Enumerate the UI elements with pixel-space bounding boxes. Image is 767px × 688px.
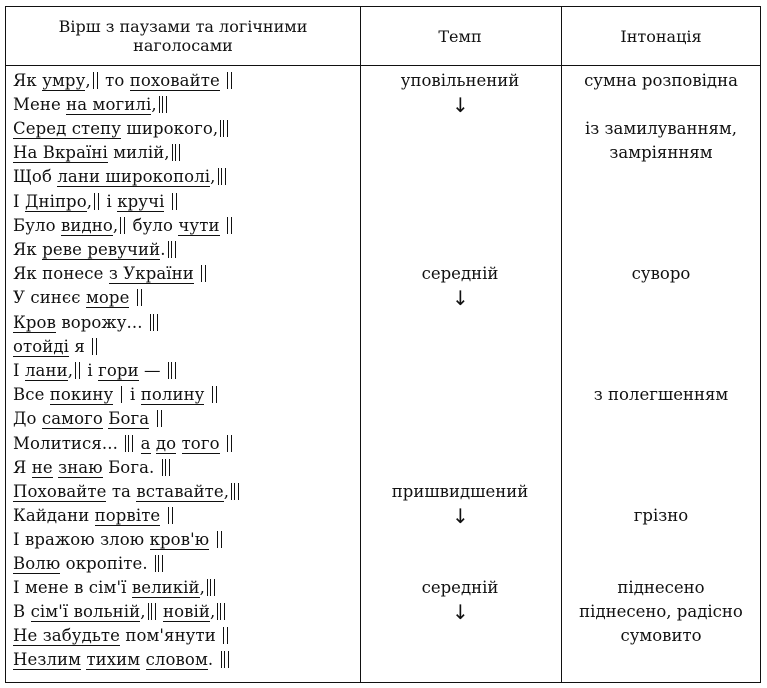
stressed-word: гори [98,361,139,381]
stressed-word: вставайте [136,481,224,501]
stressed-word: На Вкраїні [13,143,108,163]
pause-mark [217,531,222,548]
verse-text [220,216,225,235]
verse-text [129,288,134,307]
verse-text [149,409,154,428]
stressed-word: кров'ю [149,529,210,549]
pause-mark [172,144,180,161]
header-intonation: Інтонація [620,26,702,46]
verse-line [13,191,179,213]
verse-line [13,239,178,261]
verse-text: і [82,361,99,381]
stressed-word: великій [131,578,200,598]
verse-line [13,481,241,503]
verse-line [13,384,219,406]
tempo-label: середній [421,263,499,283]
verse-line [13,649,231,671]
verse-line [13,408,164,430]
stressed-word: Не забудьте [13,626,121,646]
pause-mark [150,314,158,331]
stressed-word: Бога [108,409,150,429]
stressed-word: видно [61,215,113,235]
verse-line [13,457,172,479]
stressed-word: кручі [117,191,165,211]
verse-text [220,71,225,90]
pause-mark [137,289,142,306]
intonation-label: із замилуванням, [585,119,737,139]
verse-text: , [112,215,119,235]
arrow-down-icon: ↓ [452,93,469,118]
stressed-word: умру [42,71,86,90]
arrow-down-icon: ↓ [452,503,469,528]
verse-text: Як [13,239,43,259]
verse-text: і [101,191,118,211]
verse-text: , [86,191,93,211]
stressed-word: до [155,433,177,453]
header-verse-line2: наголосами [133,36,233,55]
pause-mark [217,603,225,620]
pause-mark [223,627,228,644]
verse-text [140,650,145,669]
pause-mark [212,386,217,403]
pause-mark [221,651,229,668]
verse-text [209,530,214,549]
verse-text: Молитися... [13,433,124,453]
stressed-word: лани широкополі [57,167,211,187]
verse-line [13,287,144,309]
verse-text: У синєє [13,287,86,307]
verse-text: , [209,602,216,622]
pause-mark [92,338,97,355]
stressed-word: Поховайте [13,481,107,501]
verse-text: та [106,481,137,501]
stressed-word: Незлим [13,650,82,670]
verse-line [13,625,230,647]
stressed-word: лани [24,361,68,381]
verse-text: І [13,361,25,381]
verse-text: пом'янути [120,626,222,646]
pause-mark [155,555,163,572]
tempo-label: уповільнений [400,71,520,90]
stressed-word: не [31,457,53,477]
stressed-word: море [85,287,130,307]
stressed-word: порвіте [94,505,161,525]
verse-text: Щоб [13,167,58,187]
verse-text [160,506,165,525]
pause-mark [218,168,226,185]
verse-line [13,577,217,599]
pause-mark [207,579,215,596]
verse-text: було [127,215,179,235]
pause-mark [125,435,133,452]
stressed-word: чути [178,215,220,235]
verse-text [220,434,225,453]
verse-text [176,434,181,453]
verse-text: І мене в сім'ї [13,578,132,598]
verse-text: , [85,71,91,90]
pause-mark [168,507,173,524]
stressed-word: на могилі [66,95,152,115]
verse-text: ворожу... [55,313,148,332]
verse-line [13,94,169,116]
arrow-down-icon: ↓ [452,600,469,625]
stressed-word: Кров [13,313,56,332]
verse-line [13,215,234,237]
verse-text: широкого, [121,119,219,139]
stressed-word: знаю [58,457,103,477]
stressed-word: а [140,433,151,453]
stressed-word: реве ревучий [42,239,161,259]
stressed-word: з України [108,263,194,283]
pause-mark [120,217,125,234]
arrow-down-icon: ↓ [452,285,469,310]
verse-line [13,118,230,140]
pause-mark [93,72,98,89]
intonation-label: суворо [631,263,691,283]
verse-text: В [13,602,31,622]
verse-line [13,263,208,285]
verse-text [135,434,140,453]
verse-text: І [13,191,25,211]
stressed-word: полину [140,385,205,405]
verse-text: , [199,578,206,598]
pause-mark [220,120,228,137]
header-verse-line1: Вірш з паузами та логічними [58,17,308,36]
verse-text: Як [13,71,43,90]
pause-mark [159,96,167,113]
pause-mark [227,435,232,452]
header-tempo: Темп [438,26,482,46]
stressed-word: сім'ї вольній [30,602,141,622]
stressed-word: новій [162,602,210,622]
pause-mark [168,362,176,379]
header-verse [6,7,360,65]
verse-text: милій, [107,143,170,163]
verse-text: Все [13,385,50,405]
stressed-word: поховайте [129,71,220,90]
stressed-word: того [181,433,220,453]
pause-mark [168,241,176,258]
tempo-label: пришвидшений [391,481,529,501]
pause-mark [157,410,162,427]
verse-text: , [67,361,74,381]
verse-line [13,433,234,455]
stressed-word: Серед степу [13,119,122,139]
stressed-word: покину [49,385,114,405]
verse-text: Кайдани [13,505,95,525]
pause-mark [227,72,232,89]
verse-line [13,505,175,527]
verse-analysis-table [5,6,761,683]
pause-mark [162,459,170,476]
pause-mark [231,483,239,500]
verse-line [13,312,160,334]
verse-text: . [207,650,219,670]
verse-text: До [13,409,42,429]
verse-text: окропіте. [60,554,154,573]
verse-line [13,166,228,188]
pause-mark [201,265,206,282]
pause-mark [227,217,232,234]
verse-text: , [223,481,230,501]
stressed-word: тихим [86,650,141,670]
pause-mark [94,193,99,210]
verse-line [13,336,99,358]
stressed-word: самого [41,409,103,429]
verse-text [164,192,169,211]
verse-text [204,385,209,404]
intonation-label: піднесено, радісно [579,602,743,622]
verse-text: то [99,71,130,90]
verse-line [13,360,178,382]
verse-text: — [138,361,166,381]
intonation-label: замріянням [609,143,713,163]
verse-text: . [160,239,166,259]
verse-text: Бога. [102,457,160,477]
intonation-label: сумовито [620,626,702,646]
verse-line [13,70,234,92]
verse-text [194,264,199,283]
verse-text: Як понесе [13,263,109,283]
table-header [6,7,760,66]
intonation-label: піднесено [617,578,705,598]
pause-mark [172,193,177,210]
verse-text: Було [13,215,61,235]
verse-text: я [69,337,91,357]
verse-text: , [140,602,146,622]
verse-text: Я [13,457,32,477]
verse-line [13,601,227,623]
verse-line [13,529,224,551]
pause-mark [75,362,80,379]
stressed-word: Волю [13,554,61,573]
intonation-label: грізно [633,505,689,525]
verse-text: , [210,167,216,187]
stressed-word: Дніпро [24,191,87,211]
pause-mark [148,603,156,620]
stressed-word: отойді [13,337,70,357]
verse-text: і [124,385,141,405]
intonation-label: з полегшенням [593,385,729,405]
tempo-label: середній [421,578,499,598]
verse-text: І вражою злою [13,529,150,549]
verse-text: , [151,95,157,115]
verse-text [113,385,118,404]
intonation-label: сумна розповідна [584,71,738,90]
verse-line [13,553,165,575]
stressed-word: словом [145,650,208,670]
verse-line [13,142,182,164]
pause-mark [121,386,123,403]
verse-text: Мене [13,95,67,115]
